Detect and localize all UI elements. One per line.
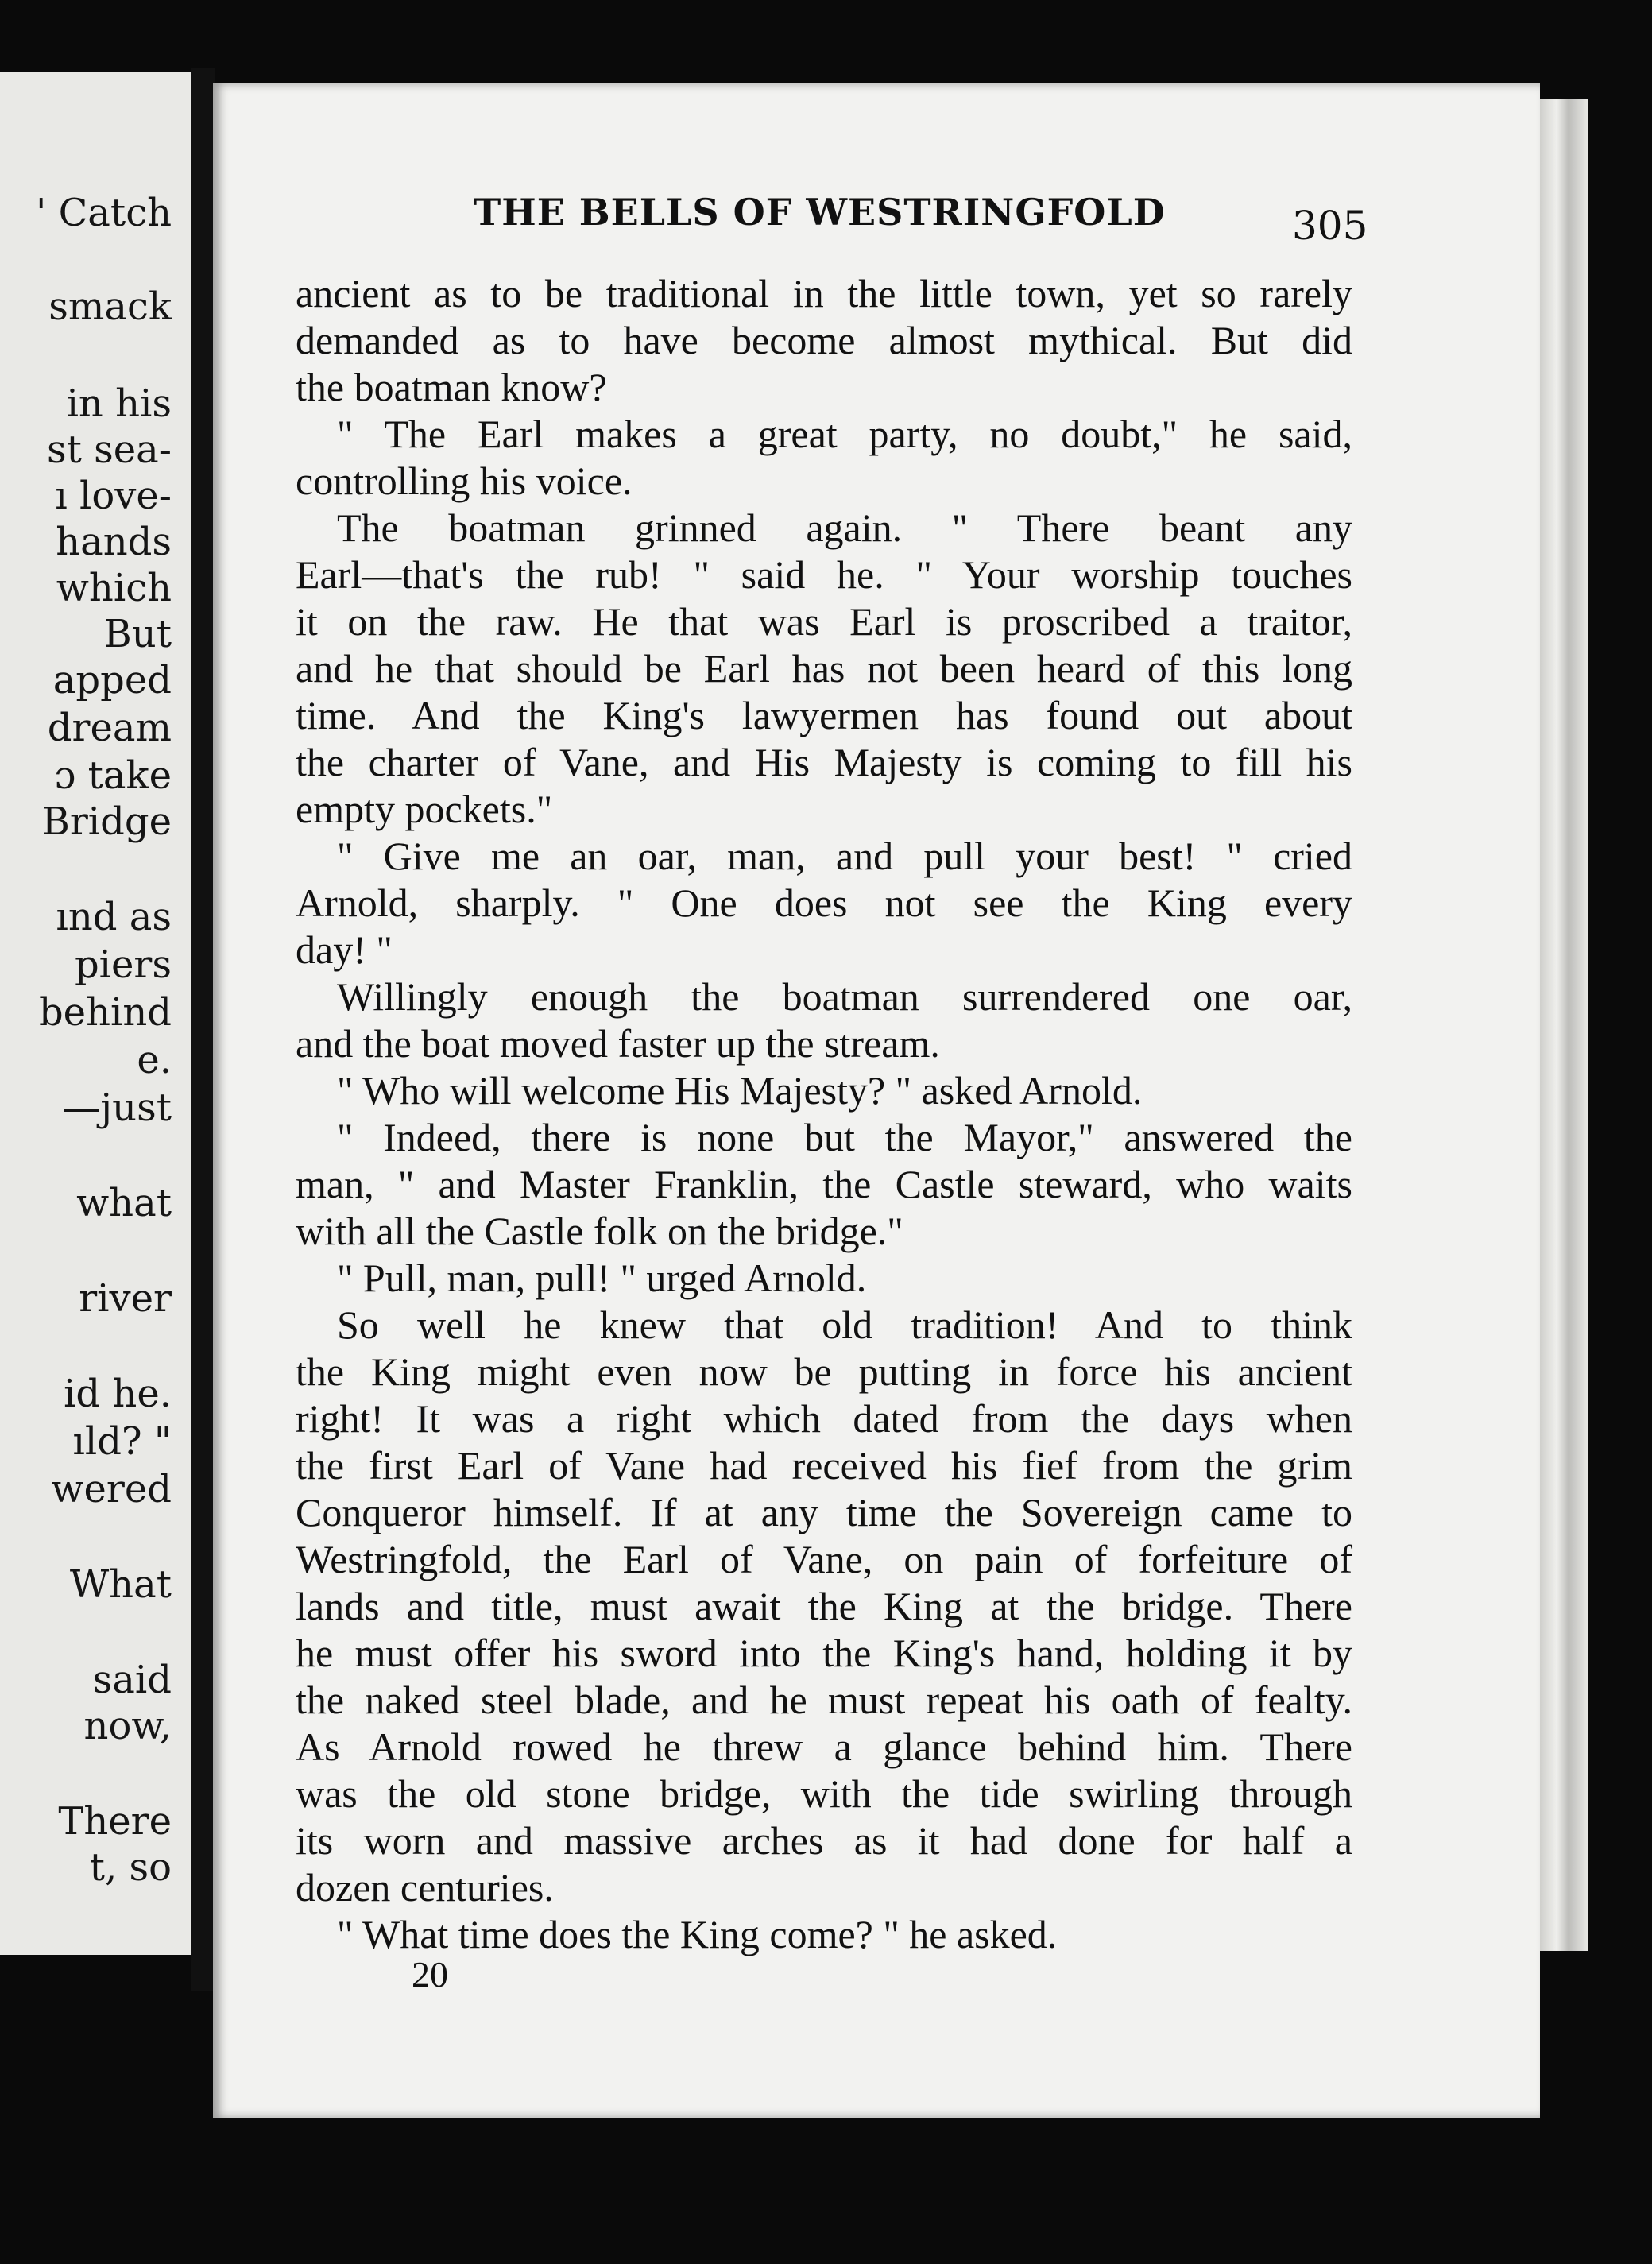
body-line: and the boat moved faster up the stream.	[296, 1021, 940, 1066]
body-line: Earl—that's the rub! " said he. " Your worship touches	[296, 552, 1352, 597]
body-line: he must offer his sword into the King's hand, holding it by	[296, 1631, 1352, 1675]
left-page-fragment: st sea-	[46, 428, 172, 472]
body-line: Westringfold, the Earl of Vane, on pain of forfeiture of	[296, 1537, 1352, 1581]
left-page-fragment: said	[92, 1658, 172, 1702]
body-line: Conqueror himself. If at any time the Sovereign came to	[296, 1490, 1352, 1534]
page-number: 305	[1292, 203, 1368, 249]
body-line: man, " and Master Franklin, the Castle steward, who waits	[296, 1162, 1352, 1206]
body-line: the boatman know?	[296, 365, 607, 409]
body-line: " Pull, man, pull! " urged Arnold.	[337, 1256, 867, 1300]
body-line: ancient as to be traditional in the little town, yet so rarely	[296, 271, 1352, 315]
body-line: dozen centuries.	[296, 1865, 554, 1910]
body-line: time. And the King's lawyermen has found out about	[296, 693, 1352, 737]
body-line: the first Earl of Vane had received his fief from the grim	[296, 1443, 1352, 1488]
left-page-fragment: But	[103, 612, 172, 656]
body-line: " Indeed, there is none but the Mayor," answered the	[337, 1115, 1352, 1159]
left-page-fragment: e.	[137, 1038, 172, 1082]
body-line: it on the raw. He that was Earl is proscribed a traitor,	[296, 599, 1352, 644]
left-page-fragment: wered	[51, 1467, 172, 1511]
body-line: day! "	[296, 927, 393, 972]
book-gutter	[191, 68, 215, 1991]
left-page-fragment: apped	[52, 658, 172, 702]
left-page-fragment: behind	[38, 990, 172, 1035]
left-page-fragment: dream	[47, 706, 172, 750]
left-page-fragment: t, so	[89, 1845, 172, 1890]
left-page-fragment: ' Catch	[36, 191, 172, 235]
body-line: with all the Castle folk on the bridge."	[296, 1209, 903, 1253]
left-page-fragment: id he.	[64, 1372, 172, 1416]
signature-mark: 20	[412, 1954, 448, 1995]
body-line: was the old stone bridge, with the tide swirling through	[296, 1771, 1352, 1816]
left-page-fragment: now,	[83, 1704, 172, 1748]
body-line: The boatman grinned again. " There beant any	[337, 505, 1352, 550]
body-line: Willingly enough the boatman surrendered one oar,	[337, 974, 1352, 1019]
left-page-fragment: river	[79, 1276, 172, 1321]
page-edges	[1540, 99, 1588, 1951]
body-line: Arnold, sharply. " One does not see the King every	[296, 880, 1352, 925]
body-line: " Who will welcome His Majesty? " asked Arnold.	[337, 1068, 1143, 1113]
left-page-fragment: in his	[66, 381, 172, 426]
left-page-fragment: ınd as	[56, 895, 172, 939]
body-line: As Arnold rowed he threw a glance behind him. There	[296, 1724, 1352, 1769]
left-page-fragment: ɔ take	[54, 753, 172, 798]
left-page-fragment: which	[56, 566, 172, 610]
body-line: the naked steel blade, and he must repeat his oath of fealty.	[296, 1678, 1352, 1722]
left-page	[0, 72, 191, 1955]
body-line: and he that should be Earl has not been heard of this long	[296, 646, 1352, 691]
body-line: the charter of Vane, and His Majesty is coming to fill his	[296, 740, 1352, 784]
body-line: right! It was a right which dated from the days when	[296, 1396, 1352, 1441]
left-page-fragment: piers	[74, 942, 172, 987]
left-page-fragment: ı love-	[55, 474, 172, 518]
body-line: " Give me an oar, man, and pull your best! " cried	[337, 834, 1352, 878]
body-line: So well he knew that old tradition! And to think	[337, 1302, 1352, 1347]
left-page-fragment: —just	[62, 1086, 172, 1130]
body-line: lands and title, must await the King at the bridge. There	[296, 1584, 1352, 1628]
body-line: the King might even now be putting in force his ancient	[296, 1349, 1352, 1394]
body-text	[296, 270, 1352, 1958]
left-page-fragment: hands	[56, 520, 172, 564]
running-head: THE BELLS OF WESTRINGFOLD	[474, 191, 1166, 234]
left-page-fragment: ıld? "	[72, 1419, 172, 1464]
body-line: " What time does the King come? " he asked.	[337, 1912, 1058, 1956]
body-line: empty pockets."	[296, 787, 553, 831]
body-line: its worn and massive arches as it had done for half a	[296, 1818, 1352, 1863]
body-line: demanded as to have become almost mythical. But did	[296, 318, 1352, 362]
body-line: controlling his voice.	[296, 459, 633, 503]
left-page-fragment: Bridge	[41, 799, 172, 844]
left-page-fragment: There	[58, 1799, 172, 1844]
left-page-fragment: smack	[48, 284, 172, 329]
left-page-fragment: what	[76, 1181, 172, 1225]
body-line: " The Earl makes a great party, no doubt," he said,	[337, 412, 1352, 456]
left-page-fragment: What	[69, 1562, 172, 1607]
